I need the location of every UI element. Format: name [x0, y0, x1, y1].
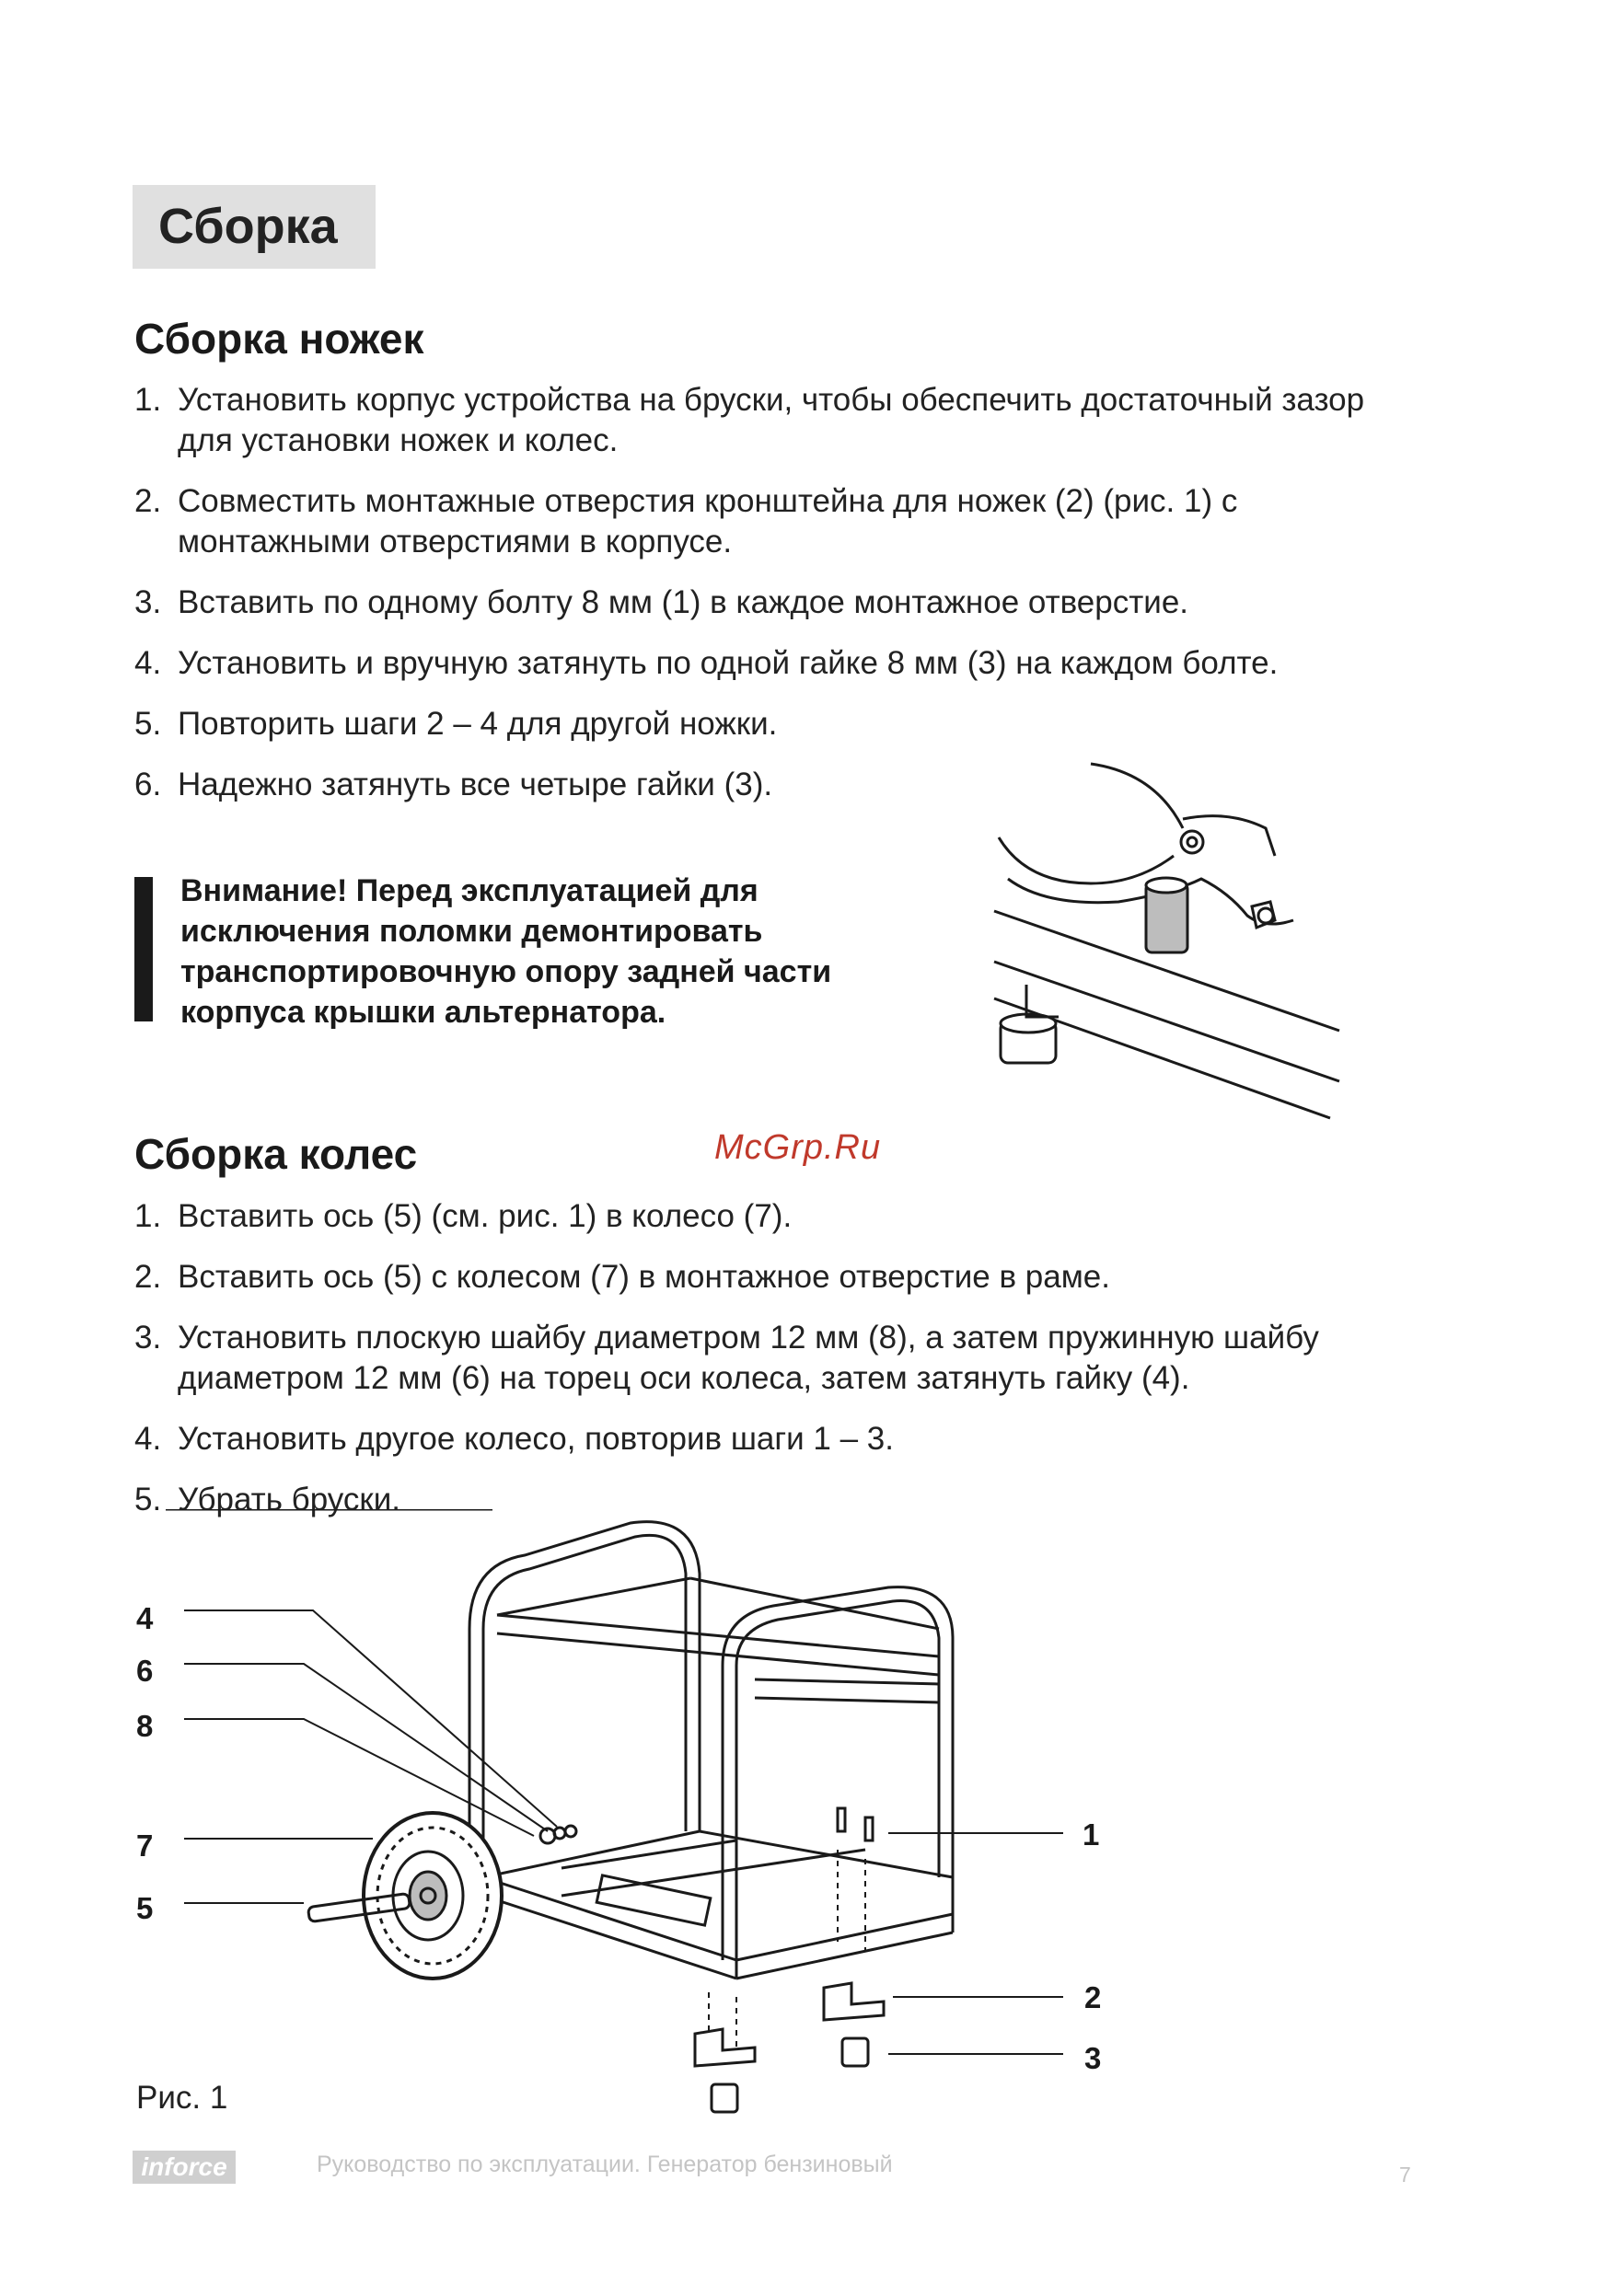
- callout-6: 6: [136, 1654, 154, 1688]
- callout-1: 1: [1083, 1817, 1100, 1852]
- frame-assembly-diagram: [166, 1509, 1132, 2117]
- warning-note: Внимание! Перед эксплуатацией для исключения поломки демонтировать транспортировочную опору задней части корпуса крышки альтернатора.: [180, 873, 832, 1030]
- list-item: 2. Вставить ось (5) с колесом (7) в монтажное отверстие в раме.: [134, 1259, 1110, 1295]
- list-item: 1. Установить корпус устройства на бруски, чтобы обеспечить достаточный зазор для установки ножек и колес.: [134, 382, 1365, 458]
- transport-support-illustration: [990, 755, 1349, 1123]
- wheels-heading: Сборка колес: [134, 1130, 418, 1178]
- legs-heading: Сборка ножек: [134, 315, 424, 363]
- list-item: 4. Установить другое колесо, повторив шаги 1 – 3.: [134, 1421, 894, 1457]
- figure-caption: Рис. 1: [136, 2080, 228, 2116]
- list-item: 5. Убрать бруски.: [134, 1482, 400, 1517]
- list-item: 1. Вставить ось (5) (см. рис. 1) в колесо (7).: [134, 1198, 793, 1234]
- brand-logo: inforce: [133, 2151, 236, 2184]
- watermark: McGrp.Ru: [714, 1128, 882, 1167]
- section-title: Сборка: [158, 199, 338, 254]
- list-item: 5. Повторить шаги 2 – 4 для другой ножки.: [134, 706, 778, 742]
- callout-4: 4: [136, 1601, 154, 1635]
- list-item: 3. Установить плоскую шайбу диаметром 12 мм (8), а затем пружинную шайбу диаметром 12 мм (6) на торец оси колеса, затем затянуть гайку (4).: [134, 1320, 1319, 1396]
- list-item: 4. Установить и вручную затянуть по одной гайке 8 мм (3) на каждом болте.: [134, 645, 1279, 681]
- callout-8: 8: [136, 1709, 154, 1743]
- list-item: 3. Вставить по одному болту 8 мм (1) в каждое монтажное отверстие.: [134, 584, 1189, 620]
- footer-text: Руководство по эксплуатации. Генератор бензиновый: [317, 2152, 893, 2177]
- callout-5: 5: [136, 1891, 154, 1925]
- wheels-steps-list: [134, 1196, 1405, 1540]
- page-number: 7: [1399, 2163, 1411, 2186]
- callout-7: 7: [136, 1829, 154, 1863]
- list-item: 2. Совместить монтажные отверстия кронштейна для ножек (2) (рис. 1) с монтажными отверстиями в корпусе.: [134, 483, 1238, 560]
- callout-3: 3: [1084, 2041, 1102, 2075]
- list-item: 6. Надежно затянуть все четыре гайки (3).: [134, 767, 773, 802]
- note-accent-bar: [134, 877, 153, 1021]
- callout-2: 2: [1084, 1980, 1102, 2014]
